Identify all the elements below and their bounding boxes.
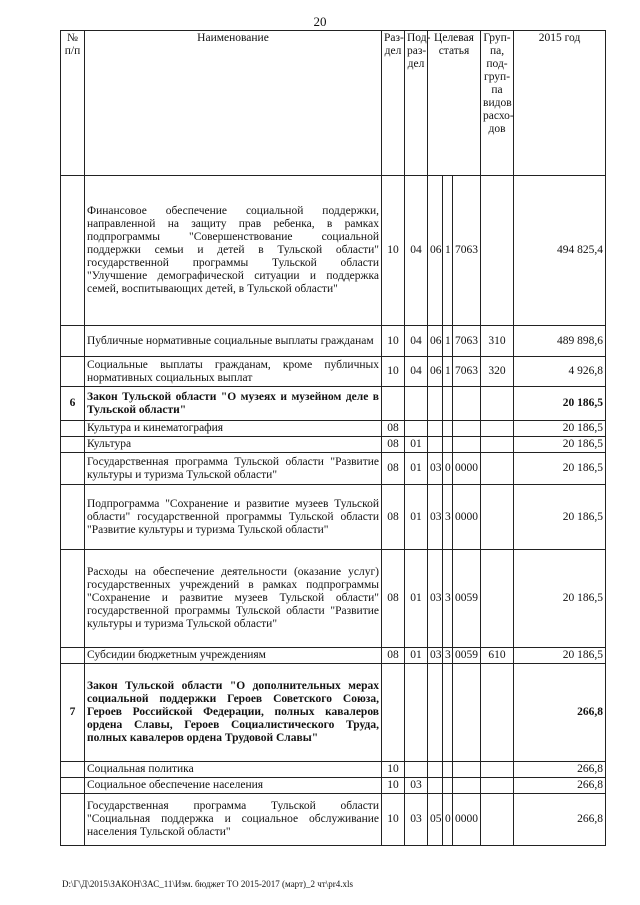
row-number	[61, 437, 85, 453]
row-subsection: 04	[405, 176, 428, 326]
row-target-subprogram: 1	[443, 326, 453, 357]
row-number	[61, 550, 85, 648]
row-section: 08	[382, 485, 405, 550]
row-target-direction	[453, 421, 481, 437]
row-target-direction	[453, 387, 481, 421]
row-expense-group	[481, 485, 514, 550]
row-target-program	[428, 778, 443, 794]
table-row	[61, 357, 606, 387]
row-target-subprogram	[443, 762, 453, 778]
column-header-group: Груп-па, под-груп-па видов расхо-дов	[481, 31, 514, 176]
row-target-program	[428, 421, 443, 437]
row-number	[61, 453, 85, 485]
row-section: 10	[382, 326, 405, 357]
row-subsection: 03	[405, 794, 428, 846]
row-subsection	[405, 421, 428, 437]
row-amount-2015: 489 898,6	[514, 326, 606, 357]
row-number	[61, 648, 85, 664]
row-target-direction: 0000	[453, 485, 481, 550]
row-subsection: 01	[405, 550, 428, 648]
row-target-program: 03	[428, 648, 443, 664]
row-number	[61, 778, 85, 794]
row-number	[61, 794, 85, 846]
row-target-direction: 7063	[453, 357, 481, 387]
row-expense-group	[481, 794, 514, 846]
row-target-subprogram	[443, 778, 453, 794]
table-row	[61, 326, 606, 357]
row-amount-2015: 20 186,5	[514, 648, 606, 664]
table-row	[61, 485, 606, 550]
row-expense-group	[481, 176, 514, 326]
row-number	[61, 421, 85, 437]
row-expense-group	[481, 664, 514, 762]
row-section: 10	[382, 794, 405, 846]
row-target-program: 06	[428, 176, 443, 326]
column-header-num: № п/п	[61, 31, 85, 176]
row-section: 08	[382, 648, 405, 664]
row-target-subprogram	[443, 437, 453, 453]
table-row	[61, 550, 606, 648]
table-body	[61, 176, 606, 846]
row-amount-2015: 20 186,5	[514, 550, 606, 648]
row-target-direction: 0000	[453, 453, 481, 485]
budget-table	[60, 30, 606, 846]
row-number	[61, 762, 85, 778]
row-name: Закон Тульской области "О музеях и музейном деле в Тульской области"	[85, 387, 382, 421]
page-number: 20	[313, 14, 327, 29]
row-target-program: 03	[428, 453, 443, 485]
row-number	[61, 176, 85, 326]
row-subsection: 01	[405, 648, 428, 664]
row-target-direction: 0000	[453, 794, 481, 846]
row-expense-group: 610	[481, 648, 514, 664]
row-amount-2015: 494 825,4	[514, 176, 606, 326]
column-header-year: 2015 год	[514, 31, 606, 176]
row-target-subprogram	[443, 664, 453, 762]
row-section: 10	[382, 357, 405, 387]
table-row	[61, 437, 606, 453]
row-section: 08	[382, 550, 405, 648]
row-amount-2015: 20 186,5	[514, 437, 606, 453]
row-name: Культура	[85, 437, 382, 453]
row-subsection: 01	[405, 453, 428, 485]
row-name: Финансовое обеспечение социальной поддержки, направленной на защиту прав ребенка, в рамках подпрограммы "Совершенствование социальной поддержки семьи и детей в Тульской области" государственной программы Тульской области "Улучшение демографической ситуации и поддержка семей, воспитывающих детей, в Тульской области"	[85, 176, 382, 326]
row-target-subprogram: 1	[443, 357, 453, 387]
column-header-name: Наименование	[85, 31, 382, 176]
table-row	[61, 664, 606, 762]
row-target-direction	[453, 762, 481, 778]
row-section: 10	[382, 778, 405, 794]
row-target-subprogram: 1	[443, 176, 453, 326]
row-target-subprogram: 3	[443, 648, 453, 664]
row-number	[61, 485, 85, 550]
column-header-subsection: Под-раз-дел	[405, 31, 428, 176]
row-subsection	[405, 387, 428, 421]
row-target-program	[428, 387, 443, 421]
row-target-direction	[453, 437, 481, 453]
row-target-program: 05	[428, 794, 443, 846]
row-number	[61, 326, 85, 357]
row-expense-group: 310	[481, 326, 514, 357]
row-section	[382, 664, 405, 762]
row-target-program: 06	[428, 357, 443, 387]
row-target-subprogram: 3	[443, 485, 453, 550]
row-subsection: 04	[405, 326, 428, 357]
row-section	[382, 387, 405, 421]
row-target-direction: 0059	[453, 550, 481, 648]
table-row	[61, 387, 606, 421]
row-expense-group	[481, 387, 514, 421]
table-row	[61, 648, 606, 664]
table-header	[61, 31, 606, 176]
row-amount-2015: 266,8	[514, 664, 606, 762]
row-amount-2015: 266,8	[514, 794, 606, 846]
file-path-footer: D:\Г\Д\2015\ЗАКОН\ЗАС_11\Изм. бюджет ТО 2015-2017 (март)_2 чт\pr4.xls	[62, 879, 353, 889]
row-name: Государственная программа Тульской области "Социальная поддержка и социальное обслуживание населения Тульской области"	[85, 794, 382, 846]
column-header-section: Раз-дел	[382, 31, 405, 176]
row-amount-2015: 4 926,8	[514, 357, 606, 387]
table-row	[61, 176, 606, 326]
row-target-subprogram: 0	[443, 794, 453, 846]
row-section: 08	[382, 453, 405, 485]
row-subsection: 01	[405, 437, 428, 453]
row-name: Публичные нормативные социальные выплаты гражданам	[85, 326, 382, 357]
row-amount-2015: 20 186,5	[514, 421, 606, 437]
row-target-subprogram	[443, 421, 453, 437]
row-name: Социальные выплаты гражданам, кроме публичных нормативных социальных выплат	[85, 357, 382, 387]
row-expense-group	[481, 437, 514, 453]
row-amount-2015: 20 186,5	[514, 387, 606, 421]
row-number: 6	[61, 387, 85, 421]
row-name: Субсидии бюджетным учреждениям	[85, 648, 382, 664]
row-number	[61, 357, 85, 387]
table-row	[61, 421, 606, 437]
row-expense-group	[481, 453, 514, 485]
row-expense-group	[481, 778, 514, 794]
row-expense-group	[481, 421, 514, 437]
row-target-subprogram	[443, 387, 453, 421]
row-target-program	[428, 664, 443, 762]
row-subsection: 04	[405, 357, 428, 387]
row-number: 7	[61, 664, 85, 762]
row-section: 08	[382, 421, 405, 437]
row-subsection: 03	[405, 778, 428, 794]
row-amount-2015: 20 186,5	[514, 485, 606, 550]
row-target-direction: 7063	[453, 176, 481, 326]
row-target-subprogram: 0	[443, 453, 453, 485]
row-name: Социальная политика	[85, 762, 382, 778]
row-target-direction	[453, 664, 481, 762]
table-row	[61, 778, 606, 794]
row-expense-group	[481, 550, 514, 648]
row-target-direction: 7063	[453, 326, 481, 357]
row-target-direction	[453, 778, 481, 794]
row-target-subprogram: 3	[443, 550, 453, 648]
row-section: 08	[382, 437, 405, 453]
row-amount-2015: 20 186,5	[514, 453, 606, 485]
row-target-program: 03	[428, 550, 443, 648]
row-amount-2015: 266,8	[514, 762, 606, 778]
row-amount-2015: 266,8	[514, 778, 606, 794]
row-name: Государственная программа Тульской области "Развитие культуры и туризма Тульской области"	[85, 453, 382, 485]
row-subsection	[405, 762, 428, 778]
table-row	[61, 453, 606, 485]
row-section: 10	[382, 762, 405, 778]
row-name: Закон Тульской области "О дополнительных мерах социальной поддержки Героев Советского Союза, Героев Российской Федерации, полных кавалеров ордена Славы, Героев Социалистического Труда, полных кавалеров ордена Трудовой Славы"	[85, 664, 382, 762]
row-target-direction: 0059	[453, 648, 481, 664]
row-subsection: 01	[405, 485, 428, 550]
row-target-program	[428, 437, 443, 453]
row-expense-group	[481, 762, 514, 778]
row-name: Расходы на обеспечение деятельности (оказание услуг) государственных учреждений в рамках подпрограммы "Сохранение и развитие музеев Тульской области" государственной программы Тульской области "Развитие культуры и туризма Тульской области"	[85, 550, 382, 648]
row-expense-group: 320	[481, 357, 514, 387]
row-section: 10	[382, 176, 405, 326]
row-target-program	[428, 762, 443, 778]
row-name: Социальное обеспечение населения	[85, 778, 382, 794]
row-target-program: 06	[428, 326, 443, 357]
row-name: Подпрограмма "Сохранение и развитие музеев Тульской области" государственной программы Тульской области "Развитие культуры и туризма Тульской области"	[85, 485, 382, 550]
column-header-target: Целевая статья	[428, 31, 481, 176]
table-row	[61, 762, 606, 778]
row-subsection	[405, 664, 428, 762]
row-name: Культура и кинематография	[85, 421, 382, 437]
row-target-program: 03	[428, 485, 443, 550]
table-row	[61, 794, 606, 846]
